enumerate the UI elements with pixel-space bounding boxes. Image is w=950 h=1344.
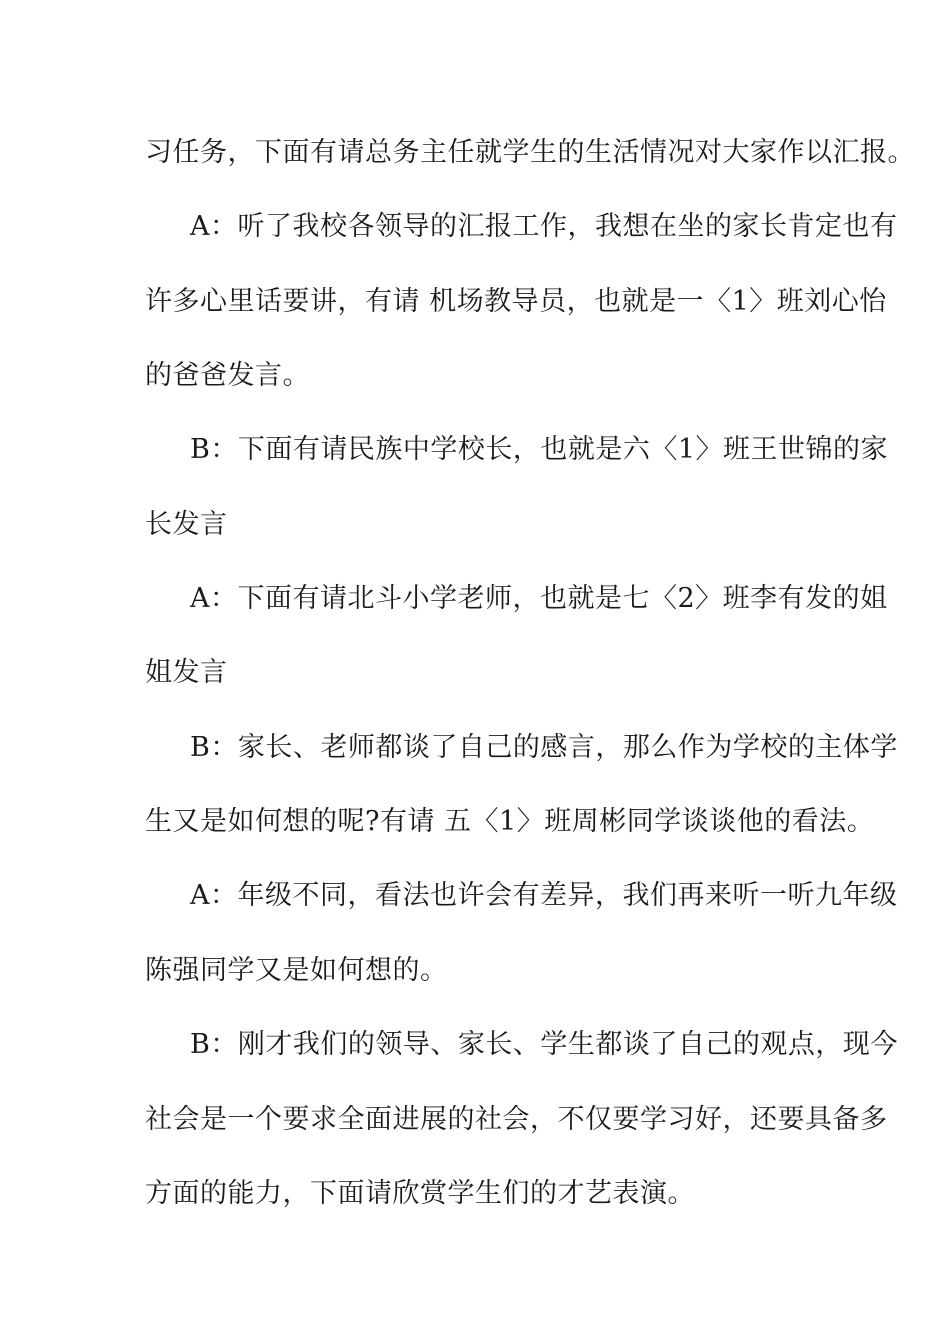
text-line: 的爸爸发言。 [145,360,310,391]
text-line: A：下面有请北斗小学老师，也就是七〈2〉班李有发的姐 [190,583,888,614]
text-line: 许多心里话要讲，有请 机场教导员，也就是一〈1〉班刘心怡 [145,286,887,317]
text-line: B：下面有请民族中学校长，也就是六〈1〉班王世锦的家 [190,434,889,465]
text-line: 社会是一个要求全面进展的社会，不仅要学习好，还要具备多 [145,1104,888,1135]
text-line: 长发言 [145,509,228,540]
text-line: 习任务，下面有请总务主任就学生的生活情况对大家作以汇报。 [145,137,915,168]
text-line: A：年级不同，看法也许会有差异，我们再来听一听九年级 [190,880,898,911]
text-line: 姐发言 [145,657,228,688]
text-line: 陈强同学又是如何想的。 [145,955,448,986]
text-line: 生又是如何想的呢?有请 五〈1〉班周彬同学谈谈他的看法。 [145,806,875,837]
text-line: B：刚才我们的领导、家长、学生都谈了自己的观点，现今 [190,1029,898,1060]
text-line: A：听了我校各领导的汇报工作，我想在坐的家长肯定也有 [190,211,898,242]
text-line: 方面的能力，下面请欣赏学生们的才艺表演。 [145,1178,695,1209]
text-line: B：家长、老师都谈了自己的感言，那么作为学校的主体学 [190,732,898,763]
